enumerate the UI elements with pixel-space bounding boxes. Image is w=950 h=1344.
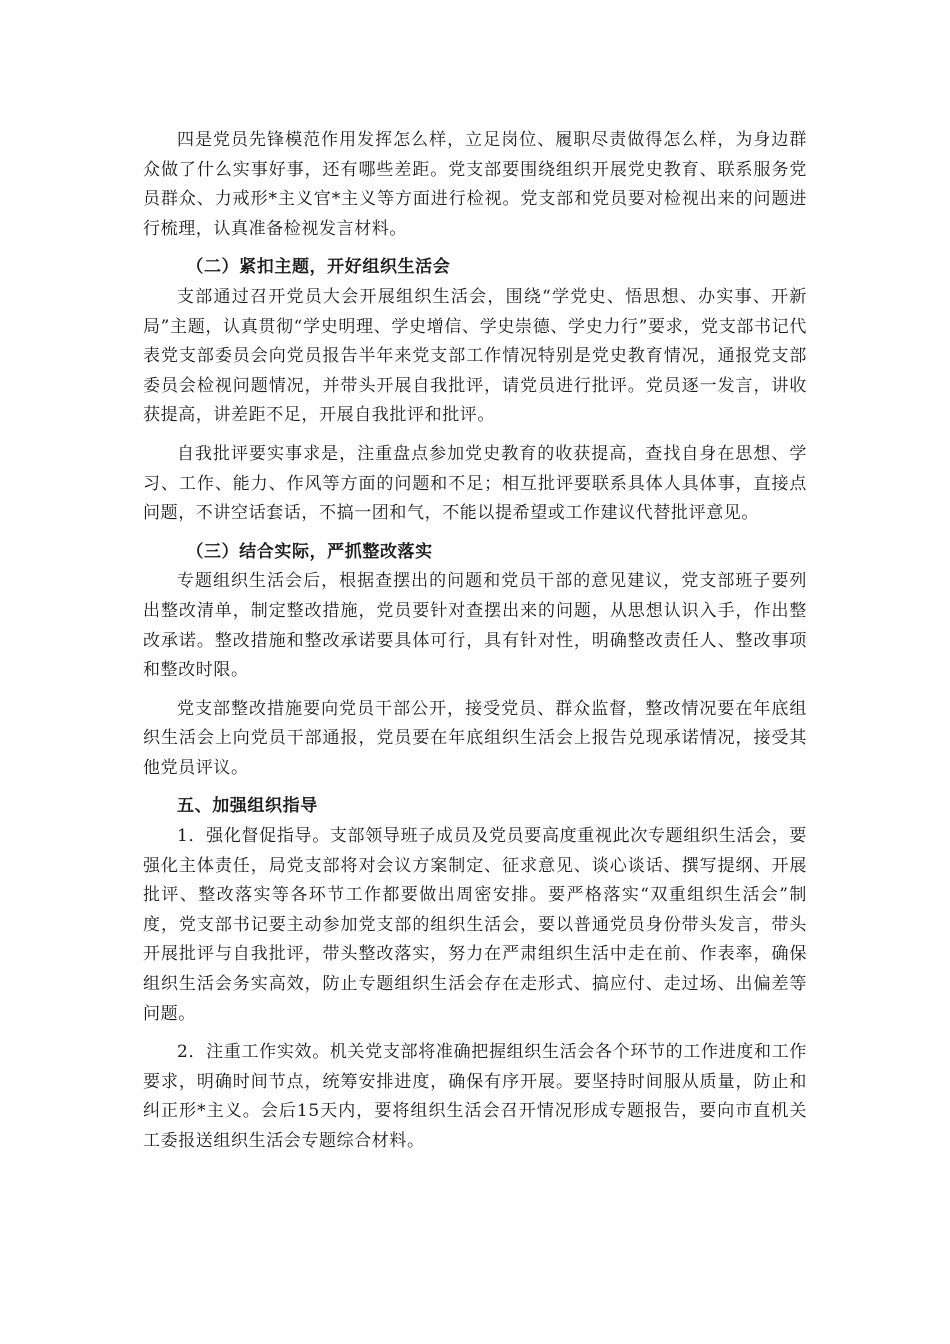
paragraph-party-member-role: 四是党员先锋模范作用发挥怎么样，立足岗位、履职尽责做得怎么样，为身边群众做了什么实事好事，还有哪些差距。党支部要围绕组织开展党史教育、联系服务党员群众、力戒形*主义官*主义等方面进行检视。党支部和党员要对检视出来的问题进行梳理，认真准备检视发言材料。 — [143, 130, 807, 239]
paragraph-rectification-public: 党支部整改措施要向党员干部公开，接受党员、群众监督，整改情况要在年底组织生活会上向党员干部通报，党员要在年底组织生活会上报告兑现承诺情况，接受其他党员评议。 — [143, 698, 807, 778]
heading-rectification: （三）结合实际，严抓整改落实 — [186, 541, 433, 562]
paragraph-self-criticism: 自我批评要实事求是，注重盘点参加党史教育的收获提高，查找自身在思想、学习、工作、能力、作风等方面的问题和不足；相互批评要联系具体人具体事，直接点问题，不讲空话套话，不搞一团和气，不能以提希望或工作建议代替批评意见。 — [143, 443, 807, 524]
paragraph-rectification-list: 专题组织生活会后，根据查摆出的问题和党员干部的意见建议，党支部班子要列出整改清单，制定整改措施，党员要针对查摆出来的问题，从思想认识入手，作出整改承诺。整改措施和整改承诺要具体可行，具有针对性，明确整改责任人、整改事项和整改时限。 — [143, 571, 807, 681]
paragraph-supervision-guidance: 1．强化督促指导。支部领导班子成员及党员要高度重视此次专题组织生活会，要强化主体责任，局党支部将对会议方案制定、征求意见、谈心谈话、撰写提纲、开展批评、整改落实等各环节工作都要做出周密安排。要严格落实“双重组织生活会”制度，党支部书记要主动参加党支部的组织生活会，要以普通党员身份带头发言，带头开展批评与自我批评，带头整改落实，努力在严肃组织生活中走在前、作表率，确保组织生活会务实高效，防止专题组织生活会存在走形式、搞应付、走过场、出偏差等问题。 — [143, 826, 807, 1024]
document-body — [143, 126, 807, 1157]
heading-organization-guidance: 五、加强组织指导 — [177, 796, 318, 817]
paragraph-work-effectiveness: 2．注重工作实效。机关党支部将准确把握组织生活会各个环节的工作进度和工作要求，明确时间节点，统筹安排进度，确保有序开展。要坚持时间服从质量，防止和纠正形*主义。会后15天内，要将组织生活会召开情况形成专题报告，要向市直机关工委报送组织生活会专题综合材料。 — [143, 1042, 807, 1151]
heading-focus-theme: （二）紧扣主题，开好组织生活会 — [186, 257, 451, 278]
paragraph-branch-meeting: 支部通过召开党员大会开展组织生活会，围绕“学党史、悟思想、办实事、开新局”主题，认真贯彻“学史明理、学史增信、学史崇德、学史力行”要求，党支部书记代表党支部委员会向党员报告半年来党支部工作情况特别是党史教育情况，通报党支部委员会检视问题情况，并带头开展自我批评，请党员进行批评。党员逐一发言，讲收获提高，讲差距不足，开展自我批评和批评。 — [143, 286, 807, 426]
